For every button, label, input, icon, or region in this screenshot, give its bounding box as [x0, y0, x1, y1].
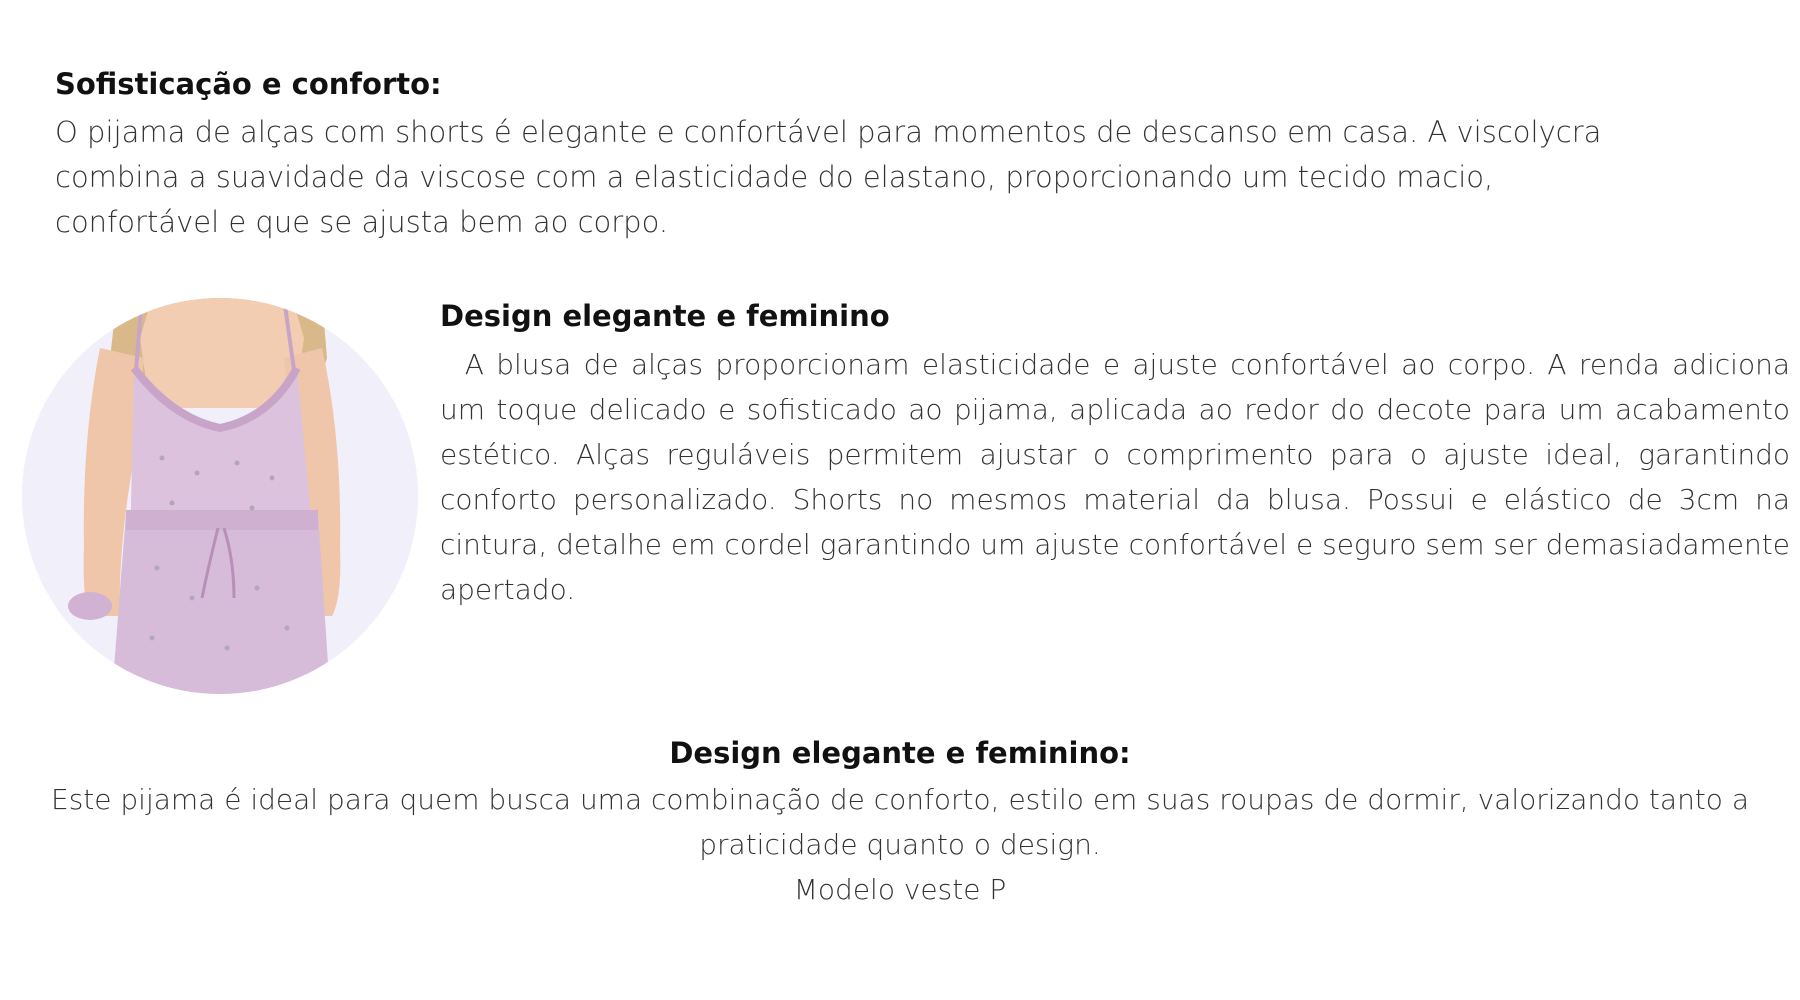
model-size-note: Modelo veste P — [793, 872, 1007, 906]
design-section — [440, 298, 1790, 612]
summary-heading: Design elegante e feminino: — [669, 736, 1131, 770]
summary-line-2: praticidade quanto o design. — [699, 827, 1101, 861]
intro-section — [55, 66, 1735, 245]
intro-line-2: combina a suavidade da viscose com a elasticidade do elastano, proporcionando um tecido macio, — [55, 159, 1494, 194]
design-heading: Design elegante e feminino — [440, 299, 890, 333]
pajama-model-illustration — [22, 298, 418, 694]
intro-line-1: O pijama de alças com shorts é elegante e confortável para momentos de descanso em casa. A viscolycra — [55, 114, 1602, 149]
intro-line-3: confortável e que se ajusta bem ao corpo. — [55, 204, 669, 239]
intro-heading: Sofisticação e conforto: — [55, 67, 442, 101]
summary-section — [0, 735, 1800, 912]
design-body: A blusa de alças proporcionam elasticidade e ajuste confortável ao corpo. A renda adiciona um toque delicado e sofisticado ao pijama, aplicada ao redor do decote para um acabamento estético. Alças reguláveis permitem ajustar o comprimento para o ajuste ideal, garantindo conforto personalizado. Shorts no mesmos material da blusa. Possui e elástico de 3cm na cintura, detalhe em cordel garantindo um ajuste confortável e seguro sem ser demasiadamente apertado. — [440, 347, 1790, 606]
summary-line-1: Este pijama é ideal para quem busca uma combinação de conforto, estilo em suas roupas de dormir, valorizando tanto a — [51, 782, 1749, 816]
product-photo — [22, 298, 418, 694]
